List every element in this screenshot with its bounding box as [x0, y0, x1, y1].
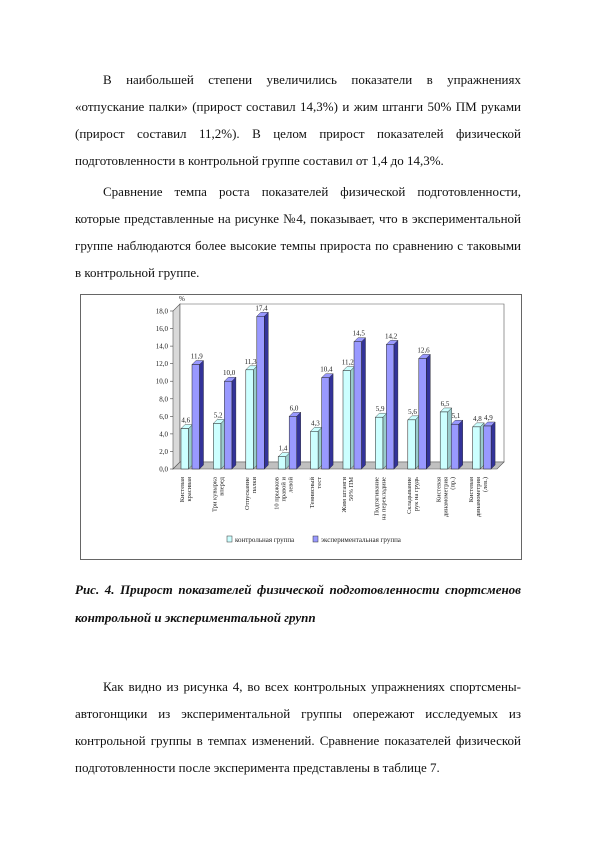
category-label-line: Кистевая: [435, 477, 443, 503]
category-label-line: Кистевая: [467, 477, 475, 503]
experimental-value-label: 11,9: [190, 352, 203, 361]
category-label: [179, 477, 193, 502]
category-label-line: Подтягивание: [373, 477, 381, 516]
category-label: [468, 477, 489, 517]
legend-label-control: контрольная группа: [235, 536, 295, 544]
y-tick-label: 6,0: [159, 412, 168, 421]
experimental-bar: [419, 358, 427, 469]
experimental-bar-side: [200, 361, 204, 469]
y-tick-label: 16,0: [155, 325, 168, 334]
paragraph-2: Сравнение темпа роста показателей физической подготовленности, которые представленные на рисунке №4, показывает, что в экспериментальной группе наблюдаются более высокие темпы прироста по сравнению с таковыми в контрольной группе.: [75, 184, 521, 280]
category-label-line: вперед: [218, 477, 226, 496]
control-bar: [213, 423, 221, 469]
control-value-label: 5,6: [408, 407, 417, 416]
control-bar: [278, 457, 286, 469]
figure-frame: [80, 294, 522, 560]
control-value-label: 6,5: [440, 399, 450, 408]
y-unit-label: %: [179, 295, 185, 303]
legend-label-experimental: экспериментальная группа: [321, 536, 401, 544]
y-tick-label: 4,0: [159, 430, 168, 439]
category-label-line: Кистевая: [179, 477, 187, 503]
control-bar: [246, 370, 254, 469]
category-label-line: красивая: [186, 477, 194, 502]
control-bar: [343, 371, 351, 469]
category-label-line: левой: [287, 477, 295, 493]
category-label-line: палки: [251, 477, 258, 494]
y-tick-label: 12,0: [155, 360, 168, 369]
category-label: [435, 477, 456, 517]
experimental-bar: [484, 426, 492, 469]
bar-chart: [81, 295, 521, 559]
category-label: [406, 477, 420, 514]
control-bar: [181, 429, 189, 469]
category-label-line: Теннисный: [308, 477, 316, 509]
experimental-bar-side: [426, 354, 430, 469]
control-bar: [375, 417, 383, 469]
experimental-bar: [224, 381, 232, 469]
experimental-bar: [354, 342, 362, 469]
category-label-line: 50% ПМ: [348, 477, 356, 502]
y-tick-label: 8,0: [159, 395, 168, 404]
category-label-line: на перекладине: [380, 477, 388, 520]
category-label: [244, 476, 258, 509]
category-label-line: Три кувырка: [211, 477, 219, 513]
experimental-bar: [257, 316, 265, 469]
experimental-value-label: 10,4: [320, 365, 333, 374]
experimental-bar: [451, 424, 459, 469]
chart-side-wall: [173, 304, 180, 469]
control-value-label: 5,2: [213, 411, 223, 420]
experimental-bar-side: [459, 420, 463, 469]
experimental-bar-side: [264, 312, 268, 469]
control-bar: [440, 412, 448, 469]
control-bar: [408, 420, 416, 469]
experimental-value-label: 6,0: [289, 404, 299, 413]
experimental-bar: [289, 416, 297, 469]
experimental-bar-side: [362, 338, 366, 469]
category-label: [374, 477, 388, 520]
y-tick-label: 14,0: [155, 342, 168, 351]
category-label-line: Жим штанги: [341, 477, 349, 513]
category-label: [341, 476, 355, 512]
control-value-label: 5,9: [375, 405, 385, 414]
control-value-label: 1,4: [278, 444, 288, 453]
experimental-value-label: 5,1: [451, 412, 461, 421]
experimental-bar-side: [232, 377, 236, 469]
category-label: [273, 476, 294, 509]
control-bar: [473, 427, 481, 469]
category-label-line: рук на грудь: [413, 477, 420, 512]
y-tick-label: 2,0: [159, 447, 168, 456]
experimental-value-label: 14,5: [352, 329, 365, 338]
paragraph-1: В наибольшей степени увеличились показатели в упражнениях «отпускание палки» (прирост составил 14,3%) и жим штанги 50% ПМ руками (прирост составил 11,2%). В целом прирост показателей физической подготовленности в контрольной группе составил от 1,4 до 14,3%.: [75, 72, 521, 168]
experimental-value-label: 4,9: [483, 413, 493, 422]
experimental-bar-side: [394, 340, 398, 469]
category-label: [309, 476, 323, 508]
category-label-line: (лев.): [481, 477, 489, 493]
experimental-bar-side: [491, 422, 495, 469]
control-value-label: 4,3: [310, 419, 320, 428]
experimental-bar-side: [329, 374, 333, 469]
experimental-bar-side: [297, 412, 301, 469]
category-label-line: Складывание: [406, 477, 413, 515]
y-tick-label: 10,0: [155, 377, 168, 386]
category-label-line: Отпускание: [244, 477, 251, 510]
category-label: [212, 476, 226, 512]
experimental-bar: [386, 344, 394, 469]
category-label-line: динамометрия: [474, 477, 482, 518]
legend-swatch-control: [227, 536, 232, 542]
control-value-label: 4,6: [181, 416, 191, 425]
control-value-label: 4,8: [472, 414, 482, 423]
y-tick-label: 18,0: [155, 307, 168, 316]
category-label-line: динамометрия: [442, 477, 450, 518]
category-label-line: правой и: [280, 477, 288, 502]
experimental-bar: [322, 378, 330, 469]
control-bar: [311, 431, 319, 469]
experimental-value-label: 14,2: [385, 332, 398, 341]
experimental-value-label: 17,4: [255, 304, 268, 313]
category-label-line: тест: [315, 477, 323, 489]
control-value-label: 11,2: [341, 358, 354, 367]
category-label-line: 10 прыжков: [273, 477, 281, 510]
figure-caption: Рис. 4. Прирост показателей физической подготовленности спортсменов контрольной и экспериментальной групп: [75, 582, 521, 625]
experimental-bar: [192, 365, 200, 469]
control-value-label: 11,3: [244, 357, 257, 366]
legend-swatch-experimental: [313, 536, 318, 542]
y-tick-label: 0,0: [159, 465, 168, 474]
experimental-value-label: 10,0: [223, 369, 236, 378]
experimental-value-label: 12,6: [417, 346, 430, 355]
category-label-line: (пр.): [449, 477, 457, 490]
paragraph-3: Как видно из рисунка 4, во всех контрольных упражнениях спортсмены-автогонщики из экспериментальной группы опережают исследуемых из контрольной группы в темпах изменений. Сравнение показателей физической подготовленности после эксперимента представлены в таблице 7.: [75, 679, 521, 775]
